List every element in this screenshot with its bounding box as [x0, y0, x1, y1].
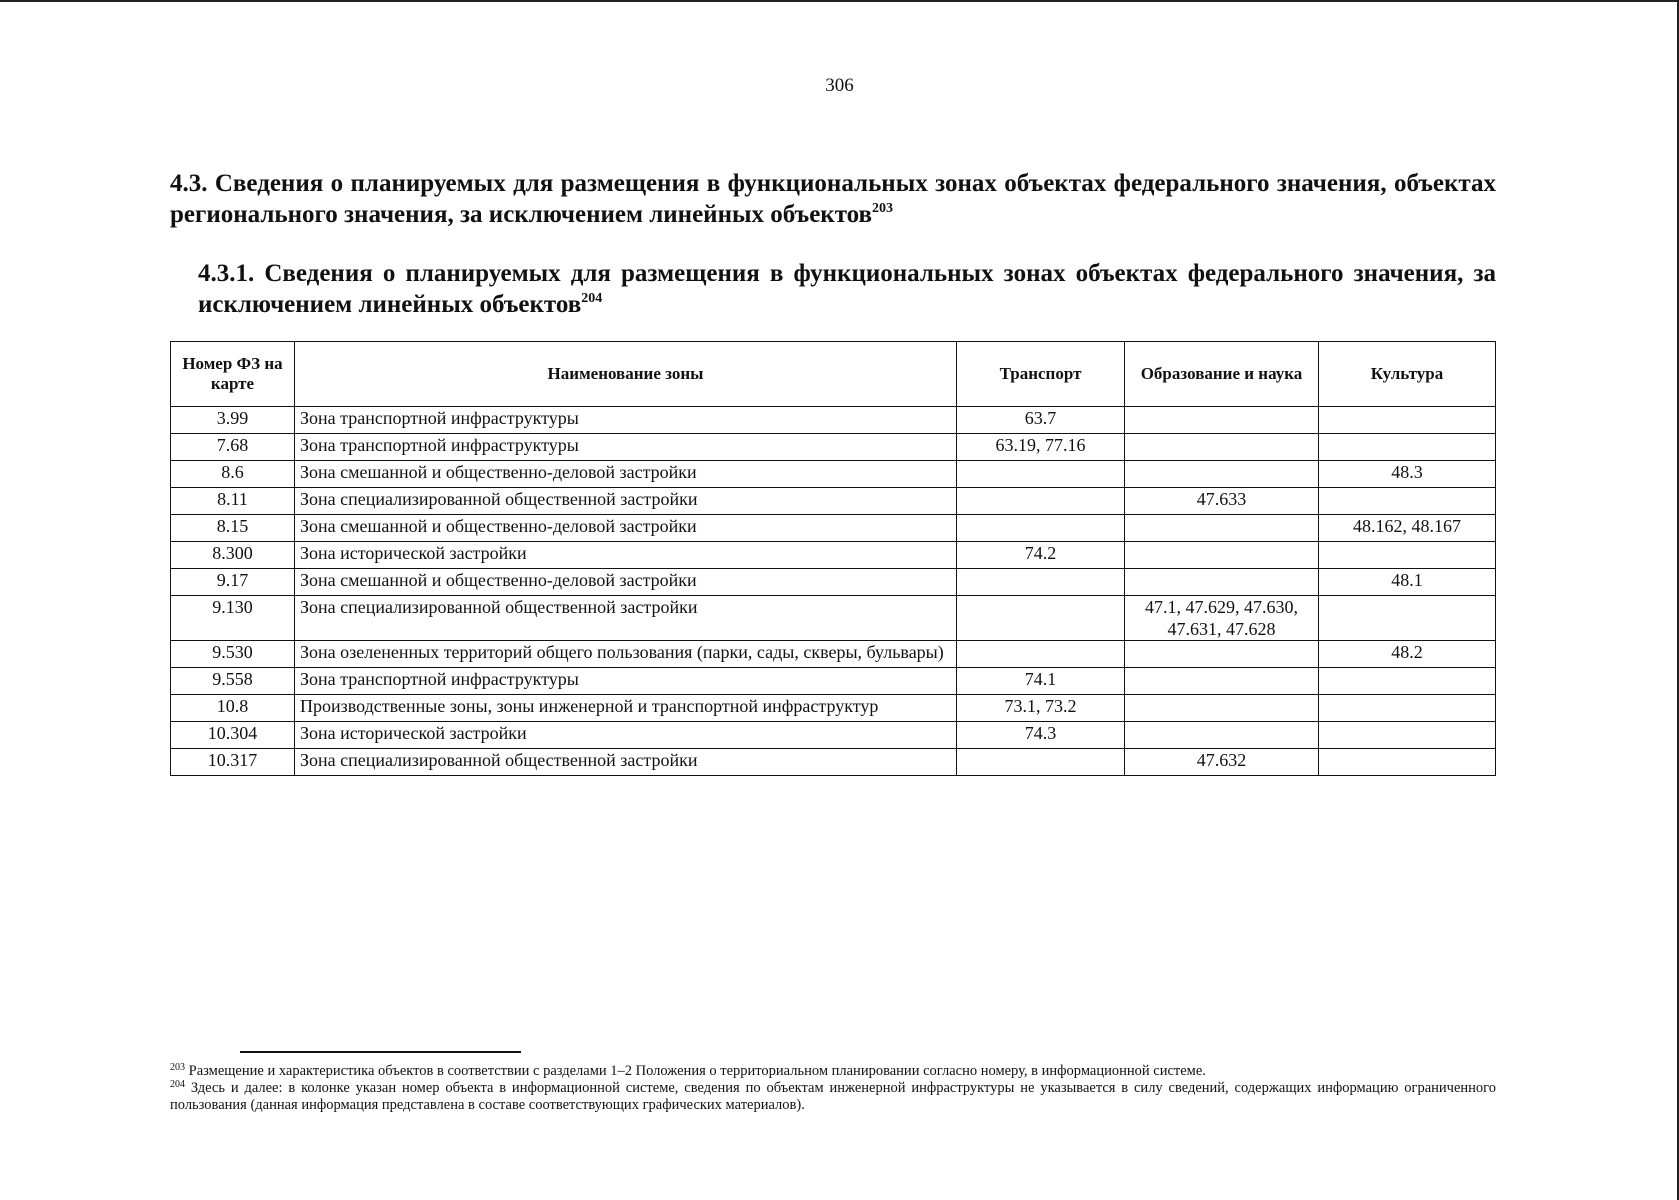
cell-culture	[1319, 488, 1496, 515]
header-transport: Транспорт	[957, 342, 1125, 407]
subsection-heading	[198, 258, 1496, 320]
cell-transport: 63.7	[957, 407, 1125, 434]
cell-education: 47.632	[1125, 749, 1319, 776]
cell-education	[1125, 407, 1319, 434]
cell-zone-name: Зона исторической застройки	[295, 722, 957, 749]
cell-zone-name: Зона транспортной инфраструктуры	[295, 407, 957, 434]
cell-zone-name: Зона озелененных территорий общего пользования (парки, сады, скверы, бульвары)	[295, 641, 957, 668]
cell-zone-number: 10.8	[171, 695, 295, 722]
cell-zone-number: 8.6	[171, 461, 295, 488]
cell-education	[1125, 668, 1319, 695]
table-row	[171, 695, 1496, 722]
footnote-203-text: Размещение и характеристика объектов в соответствии с разделами 1–2 Положения о территориальном планировании согласно номеру, в информационной системе.	[188, 1063, 1206, 1079]
cell-zone-number: 10.304	[171, 722, 295, 749]
cell-culture	[1319, 668, 1496, 695]
header-education: Образование и наука	[1125, 342, 1319, 407]
cell-transport: 74.2	[957, 542, 1125, 569]
cell-transport: 74.1	[957, 668, 1125, 695]
cell-culture	[1319, 407, 1496, 434]
cell-zone-name: Зона транспортной инфраструктуры	[295, 668, 957, 695]
cell-transport	[957, 515, 1125, 542]
cell-culture	[1319, 722, 1496, 749]
table-row	[171, 542, 1496, 569]
table-row	[171, 407, 1496, 434]
page-edge-top	[0, 0, 1679, 2]
cell-culture: 48.1	[1319, 569, 1496, 596]
table-row	[171, 434, 1496, 461]
cell-culture	[1319, 749, 1496, 776]
objects-table	[170, 341, 1496, 776]
page-number: 306	[825, 75, 854, 96]
table-row	[171, 641, 1496, 668]
footnote-separator	[240, 1051, 521, 1053]
cell-education	[1125, 434, 1319, 461]
cell-zone-number: 8.15	[171, 515, 295, 542]
cell-zone-number: 9.558	[171, 668, 295, 695]
cell-transport: 74.3	[957, 722, 1125, 749]
cell-zone-name: Зона специализированной общественной застройки	[295, 749, 957, 776]
table-row	[171, 668, 1496, 695]
cell-culture	[1319, 434, 1496, 461]
cell-culture: 48.3	[1319, 461, 1496, 488]
footnotes	[170, 1063, 1496, 1114]
footnote-204-text: Здесь и далее: в колонке указан номер объекта в информационной системе, сведения по объектам инженерной инфраструктуры не указывается в силу сведений, содержащих информацию ограниченного пользования (данная информация представлена в составе соответствующих графических материалов).	[170, 1080, 1496, 1113]
table-body	[171, 407, 1496, 776]
cell-transport	[957, 749, 1125, 776]
cell-zone-name: Производственные зоны, зоны инженерной и транспортной инфраструктур	[295, 695, 957, 722]
cell-culture	[1319, 695, 1496, 722]
cell-zone-name: Зона транспортной инфраструктуры	[295, 434, 957, 461]
cell-transport	[957, 569, 1125, 596]
header-zone-name: Наименование зоны	[295, 342, 957, 407]
subsection-heading-text: 4.3.1. Сведения о планируемых для размещения в функциональных зонах объектах федерального значения, за исключением линейных объектов	[198, 260, 1496, 318]
cell-education: 47.633	[1125, 488, 1319, 515]
cell-transport	[957, 596, 1125, 641]
cell-zone-number: 8.300	[171, 542, 295, 569]
cell-zone-number: 10.317	[171, 749, 295, 776]
table-header-row	[171, 342, 1496, 407]
table-row	[171, 461, 1496, 488]
table-row	[171, 488, 1496, 515]
cell-education	[1125, 722, 1319, 749]
cell-zone-name: Зона исторической застройки	[295, 542, 957, 569]
table-row	[171, 722, 1496, 749]
footnote-ref-203: 203	[872, 201, 894, 216]
cell-zone-number: 9.530	[171, 641, 295, 668]
cell-education: 47.1, 47.629, 47.630, 47.631, 47.628	[1125, 596, 1319, 641]
cell-zone-number: 7.68	[171, 434, 295, 461]
cell-zone-number: 8.11	[171, 488, 295, 515]
footnote-203-ref: 203	[170, 1062, 185, 1073]
cell-culture	[1319, 596, 1496, 641]
cell-culture: 48.2	[1319, 641, 1496, 668]
cell-education	[1125, 695, 1319, 722]
table-row	[171, 749, 1496, 776]
section-heading	[170, 168, 1496, 230]
cell-transport: 63.19, 77.16	[957, 434, 1125, 461]
cell-zone-name: Зона смешанной и общественно-деловой застройки	[295, 461, 957, 488]
footnote-203	[170, 1063, 1496, 1080]
cell-transport: 73.1, 73.2	[957, 695, 1125, 722]
cell-culture: 48.162, 48.167	[1319, 515, 1496, 542]
cell-zone-name: Зона смешанной и общественно-деловой застройки	[295, 515, 957, 542]
section-heading-text: 4.3. Сведения о планируемых для размещения в функциональных зонах объектах федерального значения, объектах регионального значения, за исключением линейных объектов	[170, 170, 1496, 228]
cell-transport	[957, 488, 1125, 515]
table-row	[171, 515, 1496, 542]
footnote-204-ref: 204	[170, 1079, 185, 1090]
cell-zone-number: 9.17	[171, 569, 295, 596]
footnote-ref-204: 204	[581, 291, 603, 306]
cell-transport	[957, 461, 1125, 488]
header-culture: Культура	[1319, 342, 1496, 407]
cell-education	[1125, 542, 1319, 569]
cell-culture	[1319, 542, 1496, 569]
cell-transport	[957, 641, 1125, 668]
cell-zone-name: Зона смешанной и общественно-деловой застройки	[295, 569, 957, 596]
cell-education	[1125, 569, 1319, 596]
cell-zone-number: 3.99	[171, 407, 295, 434]
header-zone-number: Номер ФЗ на карте	[171, 342, 295, 407]
table-row	[171, 569, 1496, 596]
table-row	[171, 596, 1496, 641]
cell-education	[1125, 515, 1319, 542]
footnote-204	[170, 1080, 1496, 1114]
cell-zone-name: Зона специализированной общественной застройки	[295, 488, 957, 515]
cell-education	[1125, 461, 1319, 488]
cell-zone-number: 9.130	[171, 596, 295, 641]
cell-zone-name: Зона специализированной общественной застройки	[295, 596, 957, 641]
cell-education	[1125, 641, 1319, 668]
